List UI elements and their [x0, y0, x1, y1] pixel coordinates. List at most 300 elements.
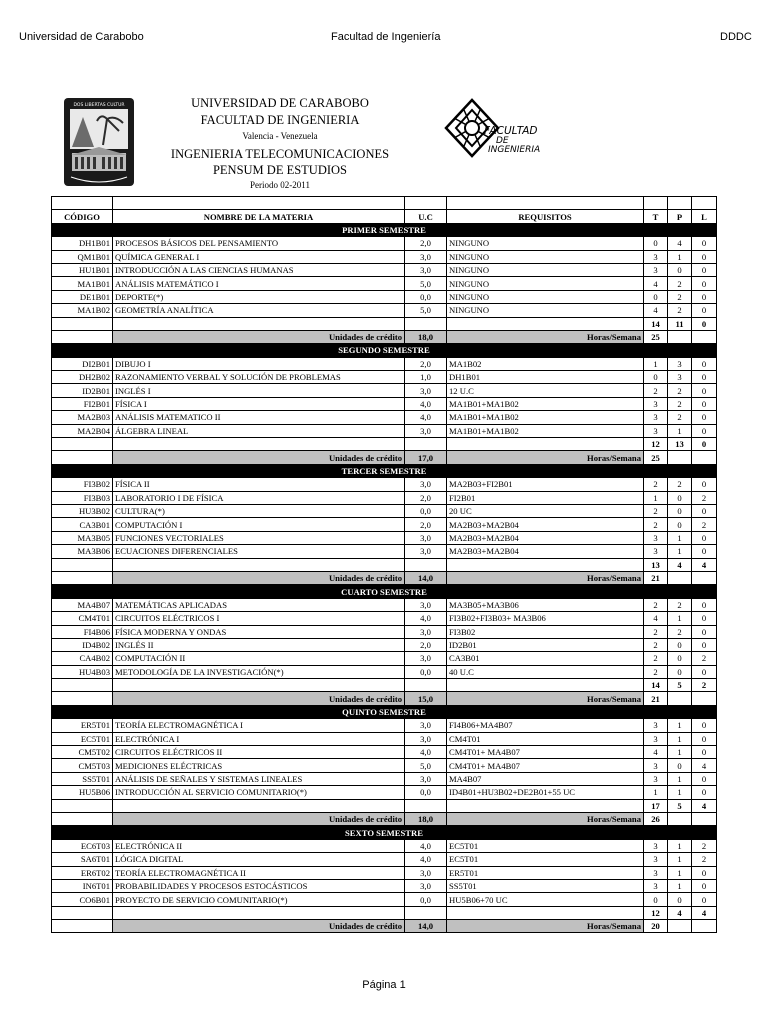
- hours-value: 25: [644, 451, 668, 464]
- semester-header: [52, 464, 717, 477]
- subject-l: 0: [692, 263, 717, 276]
- subject-uc: 3,0: [405, 424, 447, 437]
- title-university: UNIVERSIDAD DE CARABOBO: [191, 96, 369, 110]
- subject-code: CA4B02: [52, 652, 113, 665]
- total-p: 13: [668, 438, 692, 451]
- subject-requirements: SS5T01: [447, 879, 644, 892]
- subject-uc: 0,0: [405, 504, 447, 517]
- blank-cell: [447, 558, 644, 571]
- subject-t: 1: [644, 491, 668, 504]
- subject-code: FI2B01: [52, 397, 113, 410]
- subject-code: ID4B02: [52, 638, 113, 651]
- subject-t: 3: [644, 759, 668, 772]
- subject-code: CA3B01: [52, 518, 113, 531]
- subject-t: 3: [644, 839, 668, 852]
- subject-name: DIBUJO I: [113, 357, 405, 370]
- subject-name: CULTURA(*): [113, 504, 405, 517]
- hours-value: 21: [644, 692, 668, 705]
- subject-p: 1: [668, 879, 692, 892]
- subject-p: 2: [668, 598, 692, 611]
- total-t: 12: [644, 438, 668, 451]
- subject-name: FÍSICA I: [113, 397, 405, 410]
- subject-code: SS5T01: [52, 772, 113, 785]
- page-number: Página 1: [362, 979, 406, 991]
- subject-p: 0: [668, 638, 692, 651]
- subject-t: 2: [644, 625, 668, 638]
- subject-p: 0: [668, 518, 692, 531]
- subject-code: FI3B02: [52, 478, 113, 491]
- subject-uc: 3,0: [405, 866, 447, 879]
- university-seal-logo: [63, 97, 135, 187]
- blank-cell: [113, 679, 405, 692]
- subject-name: ANÁLISIS MATEMÁTICO I: [113, 277, 405, 290]
- subject-uc: 3,0: [405, 545, 447, 558]
- subject-name: COMPUTACIÓN II: [113, 652, 405, 665]
- blank-cell: [692, 451, 717, 464]
- semester-header: [52, 585, 717, 598]
- semester-title: SEGUNDO SEMESTRE: [52, 344, 717, 357]
- subject-requirements: ID4B01+HU3B02+DE2B01+55 UC: [447, 786, 644, 799]
- subject-p: 2: [668, 304, 692, 317]
- hours-label: Horas/Semana: [447, 451, 644, 464]
- subject-requirements: 20 UC: [447, 504, 644, 517]
- subject-p: 0: [668, 504, 692, 517]
- tpl-totals-row: [52, 317, 717, 330]
- blank-cell: [52, 799, 113, 812]
- subject-l: 0: [692, 625, 717, 638]
- subject-name: FÍSICA II: [113, 478, 405, 491]
- total-p: 4: [668, 558, 692, 571]
- subject-l: 2: [692, 839, 717, 852]
- subject-code: HU3B02: [52, 504, 113, 517]
- hours-value: 25: [644, 330, 668, 343]
- blank-cell: [692, 692, 717, 705]
- blank-cell: [113, 799, 405, 812]
- subject-t: 2: [644, 652, 668, 665]
- subject-requirements: MA2B03+MA2B04: [447, 545, 644, 558]
- subject-t: 2: [644, 384, 668, 397]
- subject-uc: 3,0: [405, 879, 447, 892]
- subject-p: 2: [668, 411, 692, 424]
- table-row: [52, 719, 717, 732]
- total-l: 4: [692, 799, 717, 812]
- subject-t: 1: [644, 786, 668, 799]
- subject-requirements: MA2B03+FI2B01: [447, 478, 644, 491]
- total-l: 4: [692, 906, 717, 919]
- title-career: INGENIERIA TELECOMUNICACIONES: [170, 147, 390, 161]
- table-row: [52, 384, 717, 397]
- title-pensum: PENSUM DE ESTUDIOS: [212, 163, 348, 177]
- blank-cell: [405, 906, 447, 919]
- total-l: 4: [692, 558, 717, 571]
- subject-l: 0: [692, 772, 717, 785]
- subject-p: 2: [668, 277, 692, 290]
- subject-code: DH2B02: [52, 371, 113, 384]
- subject-name: PROCESOS BÁSICOS DEL PENSAMIENTO: [113, 237, 405, 250]
- subject-uc: 3,0: [405, 531, 447, 544]
- table-row: [52, 612, 717, 625]
- subject-name: INGLÉS I: [113, 384, 405, 397]
- credits-label: Unidades de crédito: [113, 692, 405, 705]
- subject-requirements: NINGUNO: [447, 263, 644, 276]
- subject-requirements: CM4T01: [447, 732, 644, 745]
- subject-p: 2: [668, 397, 692, 410]
- subject-p: 1: [668, 531, 692, 544]
- subject-name: LABORATORIO I DE FÍSICA: [113, 491, 405, 504]
- subject-l: 4: [692, 759, 717, 772]
- subject-code: MA3B05: [52, 531, 113, 544]
- seal-motto: DOS LIBERTAS CULTUR: [73, 103, 125, 108]
- table-row: [52, 371, 717, 384]
- total-t: 17: [644, 799, 668, 812]
- blank-cell: [52, 812, 113, 825]
- subject-code: HU4B03: [52, 665, 113, 678]
- subject-uc: 3,0: [405, 478, 447, 491]
- blank-cell: [52, 438, 113, 451]
- subject-code: EC5T01: [52, 732, 113, 745]
- subject-uc: 4,0: [405, 839, 447, 852]
- subject-requirements: ER5T01: [447, 866, 644, 879]
- subject-l: 2: [692, 491, 717, 504]
- subject-code: CM5T02: [52, 746, 113, 759]
- subject-l: 0: [692, 397, 717, 410]
- table-row: [52, 759, 717, 772]
- total-p: 5: [668, 679, 692, 692]
- credits-value: 17,0: [405, 451, 447, 464]
- semester-title: CUARTO SEMESTRE: [52, 585, 717, 598]
- title-faculty: FACULTAD DE INGENIERIA: [200, 113, 360, 127]
- subject-code: MA4B07: [52, 598, 113, 611]
- subject-requirements: FI3B02+FI3B03+ MA3B06: [447, 612, 644, 625]
- subject-t: 3: [644, 545, 668, 558]
- subject-p: 1: [668, 772, 692, 785]
- total-p: 5: [668, 799, 692, 812]
- subject-t: 4: [644, 746, 668, 759]
- subject-name: ECUACIONES DIFERENCIALES: [113, 545, 405, 558]
- subject-requirements: NINGUNO: [447, 290, 644, 303]
- subject-code: MA1B01: [52, 277, 113, 290]
- subject-code: CO6B01: [52, 893, 113, 906]
- subject-t: 3: [644, 879, 668, 892]
- subject-uc: 3,0: [405, 384, 447, 397]
- subject-t: 0: [644, 371, 668, 384]
- subject-p: 0: [668, 263, 692, 276]
- subject-name: LÓGICA DIGITAL: [113, 853, 405, 866]
- subject-requirements: MA1B01+MA1B02: [447, 411, 644, 424]
- subject-name: MEDICIONES ELÉCTRICAS: [113, 759, 405, 772]
- table-row: [52, 772, 717, 785]
- blank-cell: [692, 330, 717, 343]
- subject-l: 2: [692, 652, 717, 665]
- subject-code: FI4B06: [52, 625, 113, 638]
- hours-label: Horas/Semana: [447, 812, 644, 825]
- blank-cell: [692, 920, 717, 933]
- blank-cell: [113, 438, 405, 451]
- hours-value: 21: [644, 571, 668, 584]
- subject-code: ER6T02: [52, 866, 113, 879]
- semester-title: QUINTO SEMESTRE: [52, 705, 717, 718]
- subject-l: 0: [692, 304, 717, 317]
- subject-uc: 3,0: [405, 772, 447, 785]
- subject-uc: 2,0: [405, 518, 447, 531]
- subject-uc: 5,0: [405, 277, 447, 290]
- subject-t: 2: [644, 665, 668, 678]
- credits-label: Unidades de crédito: [113, 812, 405, 825]
- table-row: [52, 879, 717, 892]
- blank-cell: [668, 330, 692, 343]
- column-header-l: L: [692, 210, 717, 223]
- subject-code: MA2B04: [52, 424, 113, 437]
- table-row: [52, 237, 717, 250]
- hours-label: Horas/Semana: [447, 571, 644, 584]
- subject-uc: 5,0: [405, 759, 447, 772]
- tpl-totals-row: [52, 558, 717, 571]
- table-row: [52, 304, 717, 317]
- blank-cell: [405, 679, 447, 692]
- subject-t: 3: [644, 853, 668, 866]
- subject-requirements: MA3B05+MA3B06: [447, 598, 644, 611]
- subject-l: 0: [692, 893, 717, 906]
- subject-p: 1: [668, 732, 692, 745]
- subject-code: ER5T01: [52, 719, 113, 732]
- subject-code: DE1B01: [52, 290, 113, 303]
- subject-name: INTRODUCCIÓN A LAS CIENCIAS HUMANAS: [113, 263, 405, 276]
- subject-code: HU5B06: [52, 786, 113, 799]
- table-row: [52, 263, 717, 276]
- table-column-headers: [52, 210, 717, 223]
- blank-cell: [52, 571, 113, 584]
- subject-name: QUÍMICA GENERAL I: [113, 250, 405, 263]
- subject-uc: 0,0: [405, 786, 447, 799]
- subject-p: 0: [668, 893, 692, 906]
- column-header-code: CÓDIGO: [52, 210, 113, 223]
- subject-requirements: MA1B01+MA1B02: [447, 397, 644, 410]
- table-row: [52, 625, 717, 638]
- table-row: [52, 839, 717, 852]
- subject-name: CIRCUITOS ELÉCTRICOS I: [113, 612, 405, 625]
- logo-text-de: DE: [496, 136, 509, 146]
- blank-cell: [405, 558, 447, 571]
- subject-p: 1: [668, 612, 692, 625]
- subject-uc: 2,0: [405, 357, 447, 370]
- table-row: [52, 397, 717, 410]
- blank-cell: [405, 438, 447, 451]
- subject-name: PROYECTO DE SERVICIO COMUNITARIO(*): [113, 893, 405, 906]
- subject-requirements: CM4T01+ MA4B07: [447, 746, 644, 759]
- subject-l: 0: [692, 411, 717, 424]
- subject-requirements: MA1B02: [447, 357, 644, 370]
- subject-code: DI2B01: [52, 357, 113, 370]
- blank-cell: [52, 692, 113, 705]
- subject-code: ID2B01: [52, 384, 113, 397]
- credits-value: 14,0: [405, 920, 447, 933]
- subject-l: 0: [692, 598, 717, 611]
- subject-p: 0: [668, 665, 692, 678]
- subject-name: ELECTRÓNICA II: [113, 839, 405, 852]
- title-period: Periodo 02-2011: [250, 180, 310, 190]
- credits-label: Unidades de crédito: [113, 330, 405, 343]
- subject-l: 0: [692, 719, 717, 732]
- subject-code: HU1B01: [52, 263, 113, 276]
- credits-hours-row: [52, 451, 717, 464]
- subject-p: 1: [668, 250, 692, 263]
- subject-t: 0: [644, 893, 668, 906]
- table-row: [52, 424, 717, 437]
- subject-l: 0: [692, 504, 717, 517]
- subject-l: 0: [692, 531, 717, 544]
- table-row: [52, 250, 717, 263]
- blank-cell: [113, 558, 405, 571]
- subject-uc: 3,0: [405, 263, 447, 276]
- subject-l: 0: [692, 879, 717, 892]
- table-row: [52, 786, 717, 799]
- subject-l: 0: [692, 732, 717, 745]
- subject-requirements: FI3B02: [447, 625, 644, 638]
- subject-t: 2: [644, 518, 668, 531]
- table-row: [52, 893, 717, 906]
- subject-t: 1: [644, 357, 668, 370]
- table-row: [52, 290, 717, 303]
- table-row: [52, 853, 717, 866]
- column-header-requirements: REQUISITOS: [447, 210, 644, 223]
- total-p: 11: [668, 317, 692, 330]
- credits-hours-row: [52, 812, 717, 825]
- subject-name: MATEMÁTICAS APLICADAS: [113, 598, 405, 611]
- table-row: [52, 518, 717, 531]
- total-t: 13: [644, 558, 668, 571]
- total-t: 14: [644, 679, 668, 692]
- logo-text-facultad: FACULTAD: [484, 125, 538, 137]
- subject-t: 0: [644, 237, 668, 250]
- total-l: 2: [692, 679, 717, 692]
- engineering-faculty-logo: [444, 98, 544, 170]
- subject-name: ÁLGEBRA LINEAL: [113, 424, 405, 437]
- subject-p: 0: [668, 491, 692, 504]
- subject-name: METODOLOGÍA DE LA INVESTIGACIÓN(*): [113, 665, 405, 678]
- subject-p: 1: [668, 424, 692, 437]
- subject-p: 3: [668, 371, 692, 384]
- subject-l: 0: [692, 478, 717, 491]
- subject-name: GEOMETRÍA ANALÍTICA: [113, 304, 405, 317]
- subject-l: 0: [692, 250, 717, 263]
- subject-t: 3: [644, 772, 668, 785]
- subject-uc: 3,0: [405, 719, 447, 732]
- subject-l: 0: [692, 237, 717, 250]
- blank-cell: [447, 679, 644, 692]
- blank-cell: [405, 317, 447, 330]
- subject-requirements: FI2B01: [447, 491, 644, 504]
- subject-t: 3: [644, 866, 668, 879]
- subject-name: PROBABILIDADES Y PROCESOS ESTOCÁSTICOS: [113, 879, 405, 892]
- subject-t: 3: [644, 263, 668, 276]
- subject-t: 2: [644, 478, 668, 491]
- subject-requirements: NINGUNO: [447, 304, 644, 317]
- table-row: [52, 531, 717, 544]
- subject-code: EC6T03: [52, 839, 113, 852]
- subject-name: COMPUTACIÓN I: [113, 518, 405, 531]
- subject-l: 0: [692, 290, 717, 303]
- credits-hours-row: [52, 692, 717, 705]
- subject-t: 3: [644, 424, 668, 437]
- table-row: [52, 638, 717, 651]
- subject-uc: 4,0: [405, 612, 447, 625]
- subject-requirements: MA4B07: [447, 772, 644, 785]
- subject-t: 2: [644, 598, 668, 611]
- semester-title: SEXTO SEMESTRE: [52, 826, 717, 839]
- subject-t: 2: [644, 638, 668, 651]
- subject-p: 1: [668, 719, 692, 732]
- subject-requirements: MA2B03+MA2B04: [447, 531, 644, 544]
- hours-label: Horas/Semana: [447, 920, 644, 933]
- subject-name: INTRODUCCIÓN AL SERVICIO COMUNITARIO(*): [113, 786, 405, 799]
- subject-requirements: DH1B01: [447, 371, 644, 384]
- subject-name: CIRCUITOS ELÉCTRICOS II: [113, 746, 405, 759]
- semester-header: [52, 705, 717, 718]
- subject-l: 0: [692, 665, 717, 678]
- subject-uc: 3,0: [405, 598, 447, 611]
- credits-value: 14,0: [405, 571, 447, 584]
- table-spacer-row: [52, 197, 717, 210]
- subject-p: 1: [668, 866, 692, 879]
- blank-cell: [447, 317, 644, 330]
- credits-hours-row: [52, 920, 717, 933]
- subject-t: 3: [644, 411, 668, 424]
- subject-name: FÍSICA MODERNA Y ONDAS: [113, 625, 405, 638]
- subject-p: 0: [668, 652, 692, 665]
- subject-l: 2: [692, 853, 717, 866]
- blank-cell: [668, 812, 692, 825]
- subject-uc: 3,0: [405, 625, 447, 638]
- subject-uc: 3,0: [405, 652, 447, 665]
- semester-header: [52, 223, 717, 236]
- table-row: [52, 652, 717, 665]
- hours-label: Horas/Semana: [447, 692, 644, 705]
- hours-label: Horas/Semana: [447, 330, 644, 343]
- subject-name: DEPORTE(*): [113, 290, 405, 303]
- total-p: 4: [668, 906, 692, 919]
- subject-p: 0: [668, 759, 692, 772]
- subject-name: ANÁLISIS DE SEÑALES Y SISTEMAS LINEALES: [113, 772, 405, 785]
- subject-t: 3: [644, 250, 668, 263]
- table-row: [52, 732, 717, 745]
- subject-l: 0: [692, 746, 717, 759]
- subject-l: 0: [692, 371, 717, 384]
- blank-cell: [668, 692, 692, 705]
- subject-l: 0: [692, 277, 717, 290]
- subject-requirements: 40 U.C: [447, 665, 644, 678]
- table-row: [52, 277, 717, 290]
- semester-title: PRIMER SEMESTRE: [52, 223, 717, 236]
- subject-name: FUNCIONES VECTORIALES: [113, 531, 405, 544]
- subject-requirements: ID2B01: [447, 638, 644, 651]
- subject-requirements: 12 U.C: [447, 384, 644, 397]
- table-row: [52, 598, 717, 611]
- credits-value: 15,0: [405, 692, 447, 705]
- subject-uc: 4,0: [405, 397, 447, 410]
- subject-l: 0: [692, 866, 717, 879]
- subject-name: ELECTRÓNICA I: [113, 732, 405, 745]
- subject-uc: 2,0: [405, 638, 447, 651]
- subject-t: 3: [644, 397, 668, 410]
- subject-code: DH1B01: [52, 237, 113, 250]
- subject-uc: 0,0: [405, 665, 447, 678]
- subject-requirements: FI4B06+MA4B07: [447, 719, 644, 732]
- blank-cell: [52, 317, 113, 330]
- subject-name: TEORÍA ELECTROMAGNÉTICA I: [113, 719, 405, 732]
- blank-cell: [52, 679, 113, 692]
- subject-uc: 4,0: [405, 411, 447, 424]
- credits-label: Unidades de crédito: [113, 571, 405, 584]
